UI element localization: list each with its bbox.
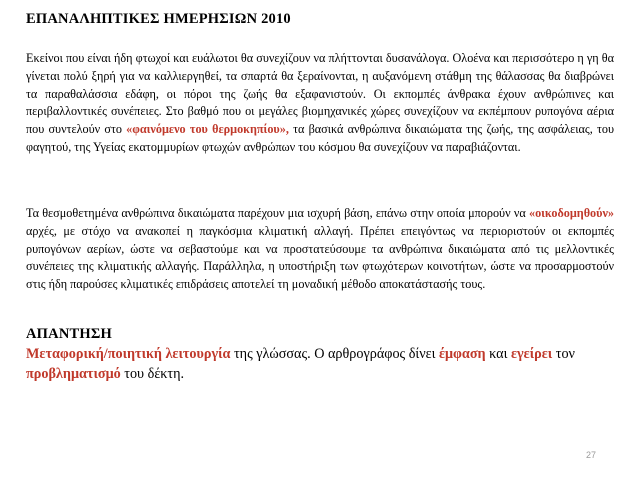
answer-function: Μεταφορική/ποιητική λειτουργία <box>26 346 231 362</box>
paragraph-1-highlight: «φαινόμενο του θερμοκηπίου», <box>126 122 289 137</box>
paragraph-1 <box>26 50 614 157</box>
paragraph-1-text-after: τα βασικά ανθρώπινα δικαιώματα της ζωής, της ασφάλειας, του φαγητού, της Υγείας εκατομμυρίων φτωχών ανθρώπων του κόσμου θα συνεχίζουν να παραβιάζονται. <box>26 122 615 154</box>
paragraph-2-text-after: αρχές, με στόχο να ανακοπεί η παγκόσμια κλιματική αλλαγή. Πρέπει επειγόντως να περιοριστούν οι εκπομπές ρυπογόνων αερίων, ώστε να σεβαστούμε και να προστατεύσουμε τα ανθρώπινα δικαιώματα από τις μελλοντικές συνέπειες της κλιματικής αλλαγής. Παράλληλα, η υποστήριξη των φτωχότερων κοινοτήτων, ώστε να προσαρμοστούν στις ήδη παρούσες κλιματικές επιδράσεις αποτελεί τη μοναδική μέθοδο αποκατάστασής τους. <box>26 223 614 292</box>
answer-emphasis: έμφαση <box>438 346 486 362</box>
paragraph-1-text-before: Εκείνοι που είναι ήδη φτωχοί και ευάλωτοι θα συνεχίζουν να πλήττονται δυσανάλογα. Ολοένα και περισσότερο η γη θα γίνεται πολύ ξηρή για να καλλιεργηθεί, τα σπαρτά θα ξεραίνονται, η αυξανόμενη στάθμη της θάλασσας θα διαβρώνει τα παραθαλάσσια εδάφη, οι πόροι της ζωής θα εξαφανιστούν. Οι εκπομπές άνθρακα έχουν ανθρώπινες και περιβαλλοντικές συνέπειες. Στο βαθμό που οι μεγάλες βιομηχανικές χώρες συνεχίζουν να εκπέμπουν ρυπογόνα αέρια που συντελούν στο <box>26 51 614 137</box>
page-number: 27 <box>586 450 597 460</box>
paragraph-2-highlight: «οικοδομηθούν» <box>528 206 615 220</box>
answer-text-6: τον <box>555 346 575 362</box>
answer-raises: εγείρει <box>510 346 553 362</box>
answer-text-8: του δέκτη. <box>124 365 185 382</box>
answer-text <box>26 345 626 384</box>
page-title: ΕΠΑΝΑΛΗΠΤΙΚΕΣ ΗΜΕΡΗΣΙΩΝ 2010 <box>26 11 291 27</box>
answer-text-4: και <box>489 346 508 362</box>
paragraph-2-text-before: Τα θεσμοθετημένα ανθρώπινα δικαιώματα παρέχουν μια ισχυρή βάση, επάνω στην οποία μπορούν να <box>26 206 526 220</box>
answer-title: ΑΠΑΝΤΗΣΗ <box>26 326 113 342</box>
answer-concern: προβληματισμό <box>26 365 121 382</box>
answer-text-2: της γλώσσας. Ο αρθρογράφος δίνει <box>233 346 436 362</box>
paragraph-2 <box>26 205 614 294</box>
